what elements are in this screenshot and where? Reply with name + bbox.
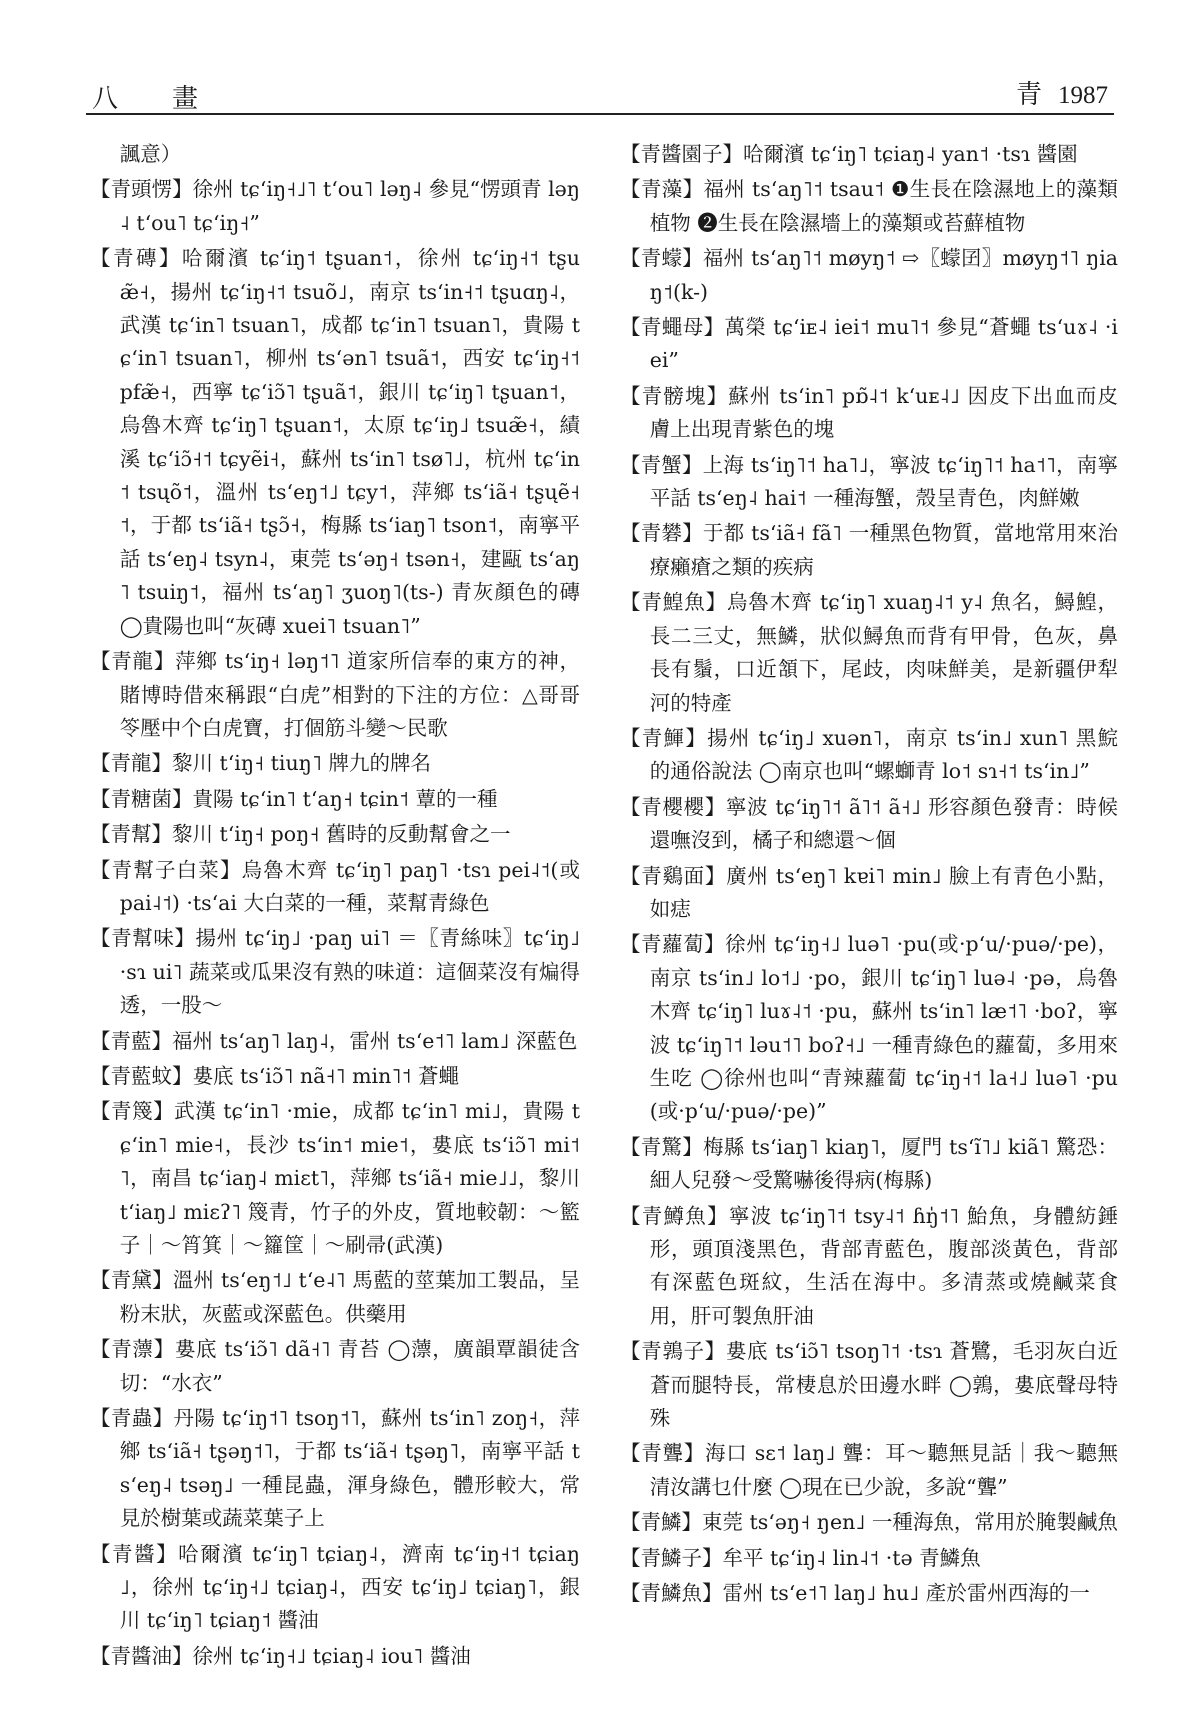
dictionary-entry: 【青藍】福州 tsʻaŋ˥ laŋ˨，雷州 tsʻe˦˥ lam˩ 深藍色 bbox=[90, 1028, 578, 1053]
dictionary-entry: 【青龍】黎川 tʻiŋ˧ tiuŋ˥ 牌九的牌名 bbox=[90, 751, 431, 776]
dictionary-entry: 【青鷄面】廣州 tsʻeŋ˥ kɐi˥ min˩ 臉上有青色小點，如痣 bbox=[620, 863, 1118, 921]
dictionary-entry: 【青糖菌】貴陽 tɕʻin˥ tʻaŋ˧ tɕin˦ 蕈的一種 bbox=[90, 786, 498, 811]
running-head-char: 青 bbox=[1015, 80, 1042, 110]
dictionary-entry: 【青藍蚊】婁底 tsʻiɔ̃˥ nã˧˥ min˥˦ 蒼蠅 bbox=[90, 1063, 460, 1088]
dictionary-entry: 【青醬油】徐州 tɕʻiŋ˧˩ tɕiaŋ˨ iou˥ 醬油 bbox=[90, 1643, 471, 1668]
header-rule bbox=[86, 113, 1114, 115]
dictionary-entry: 【青鱗魚】雷州 tsʻe˦˥ laŋ˩ hu˩ 產於雷州西海的一 bbox=[620, 1581, 1090, 1606]
dictionary-entry: 【青鱒魚】寧波 tɕʻiŋ˥˦ tsy˨˦ ɦŋ̍˦˥ 鮐魚，身體紡錘形，頭頂淺黑色，背部青藍色，腹部淡黃色，背部有深藍色斑紋，生活在海中。多清蒸或燒鹹菜食用，肝可製魚肝油 bbox=[620, 1203, 1118, 1328]
dictionary-entry: 【青髈塊】蘇州 tsʻin˥ pɒ̃˨˦ kʻuᴇ˨˩ 因皮下出血而皮膚上出現青紫色的塊 bbox=[620, 383, 1118, 442]
dictionary-entry: 【青蠓】福州 tsʻaŋ˥˦ møyŋ˦ ⇨〖蠓囝〗møyŋ˦˥ ŋiaŋ˦(k-) bbox=[620, 246, 1118, 304]
dictionary-entry: 【青藻】福州 tsʻaŋ˥˦ tsau˦ ❶生長在陰濕地上的藻類植物 ❷生長在陰濕墻上的藻類或苔蘚植物 bbox=[620, 177, 1118, 235]
dictionary-entry: 【青龍】萍鄉 tsʻiŋ˧ ləŋ˦˥ 道家所信奉的東方的神，賭博時借來稱跟“白虎”相對的下注的方位：△哥哥笭壓中个白虎寶，打個筋斗變～民歌 bbox=[90, 649, 580, 740]
dictionary-entry: 諷意） bbox=[119, 142, 182, 166]
dictionary-entry: 【青鯶】揚州 tɕʻiŋ˩ xuən˥，南京 tsʻin˩ xun˥ 黑鯇的通俗說法 ◯南京也叫“螺螄青 lo˦ sɿ˧˦ tsʻin˩” bbox=[620, 725, 1118, 784]
dictionary-entry: 【青幫】黎川 tʻiŋ˧ poŋ˧ 舊時的反動幫會之一 bbox=[90, 822, 511, 847]
dictionary-entry: 【青篾】武漢 tɕʻin˥ ·mie，成都 tɕʻin˥ mi˩，貴陽 tɕʻin˥ mie˧，長沙 tsʻin˦ mie˦，婁底 tsʻiɔ̃˥ mi˦˥，南昌 tɕʻiaŋ˨ miɛt˥，萍鄉 tsʻiã˧ mie˩˩，黎川 tʻiaŋ˩ miɛʔ˥ 篾青，竹子的外皮，質地較韌：～籃子｜～筲箕｜～籮筐｜～刷帚(武漢) bbox=[90, 1099, 580, 1257]
dictionary-entry: 【青幫子白菜】烏魯木齊 tɕʻiŋ˥ paŋ˥ ·tsɿ pei˨˦(或 pai˨˦) ·tsʻai 大白菜的一種，菜幫青綠色 bbox=[90, 857, 580, 915]
dictionary-entry: 【青黛】溫州 tsʻeŋ˦˩ tʻe˨˥ 馬藍的莖葉加工製品，呈粉末狀，灰藍或深藍色。供藥用 bbox=[90, 1268, 580, 1326]
dictionary-entry: 【青醬園子】哈爾濱 tɕʻiŋ˥ tɕiaŋ˨ yan˦ ·tsɿ 醬園 bbox=[620, 142, 1078, 166]
dictionary-entry: 【青鱗】東莞 tsʻəŋ˧ ŋen˩ 一種海魚，常用於腌製鹹魚 bbox=[620, 1510, 1118, 1535]
page-number: 1987 bbox=[1058, 82, 1108, 109]
dictionary-entry: 【青醬】哈爾濱 tɕʻiŋ˥ tɕiaŋ˨，濟南 tɕʻiŋ˧˦ tɕiaŋ˩，徐州 tɕʻiŋ˧˩ tɕiaŋ˨，西安 tɕʻiŋ˩ tɕiaŋ˥，銀川 tɕʻiŋ˥ tɕiaŋ˦ 醬油 bbox=[90, 1541, 580, 1633]
dictionary-entry: 【青櫻櫻】寧波 tɕʻiŋ˥˦ ã˥˦ ã˧˩ 形容顏色發青：時候還嘸沒到，橘子和總還～個 bbox=[620, 794, 1118, 853]
right-column bbox=[620, 138, 1118, 1612]
dictionary-entry: 【青蠅母】萬榮 tɕʻiᴇ˨ iei˦ mu˥˦ 參見“蒼蠅 tsʻuɤ˨ ·iei” bbox=[620, 315, 1118, 373]
dictionary-entry: 【青蘿蔔】徐州 tɕʻiŋ˧˩ luə˥ ·pu(或·pʻu/·puə/·pe)，南京 tsʻin˩ lo˦˩ ·po，銀川 tɕʻiŋ˥ luə˨ ·pə，烏魯木齊 tɕʻiŋ˥ luɤ˨˦ ·pu，蘇州 tsʻin˥ læ˦˥ ·boʔ，寧波 tɕʻiŋ˥˦ ləu˦˥ boʔ˧˩ 一種青綠色的蘿蔔，多用來生吃 ◯徐州也叫“青辣蘿蔔 tɕʻiŋ˧˦ la˧˩ luə˥ ·pu(或·pʻu/·puə/·pe)” bbox=[620, 932, 1118, 1124]
dictionary-entry: 【青蟹】上海 tsʻiŋ˥˦ ha˥˩，寧波 tɕʻiŋ˥˦ ha˦˥，南寧平話 tsʻeŋ˨ hai˦ 一種海蟹，殼呈青色，肉鮮嫩 bbox=[620, 452, 1118, 511]
dictionary-entry: 【青驚】梅縣 tsʻiaŋ˥ kiaŋ˥，厦門 tsʻĩ˥˩ kiã˥ 驚恐：細人兒發～受驚嚇後得病(梅縣) bbox=[620, 1134, 1118, 1193]
dictionary-entry: 【青磚】哈爾濱 tɕʻiŋ˦ tʂuan˦，徐州 tɕʻiŋ˧˦ tʂuæ̃˧，揚州 tɕʻiŋ˧˦ tsuõ˩，南京 tsʻin˧˦ tʂuɑŋ˨，武漢 tɕʻin˥ tsuan˥，成都 tɕʻin˥ tsuan˥，貴陽 tɕʻin˥ tsuan˥，柳州 tsʻən˥ tsuã˦，西安 tɕʻiŋ˧˦ pfæ̃˧，西寧 tɕʻiɔ̃˥ tʂuã˦，銀川 tɕʻiŋ˥ tʂuan˦，烏魯木齊 tɕʻiŋ˥ tʂuan˦，太原 tɕʻiŋ˩ tsuæ̃˧，績溪 tɕʻiɔ̃˧˦ tɕyẽi˧，蘇州 tsʻin˥ tsø˥˩，杭州 tɕʻin˦ tsųõ˦，溫州 tsʻeŋ˦˩ tɕy˦，萍鄉 tsʻiã˧ tʂųẽ˧˦，于都 tsʻiã˧ tʂɔ̃˧，梅縣 tsʻiaŋ˥ tson˦，南寧平話 tsʻeŋ˨ tsyn˨，東莞 tsʻəŋ˧ tsən˧，建甌 tsʻaŋ˥ tsuiŋ˦，福州 tsʻaŋ˥ ʒuoŋ˥(ts-) 青灰顏色的磚 ◯貴陽也叫“灰磚 xuei˥ tsuan˥” bbox=[90, 246, 580, 638]
dictionary-entry: 【青鱗子】牟平 tɕʻiŋ˨ lin˨˦ ·tə 青鱗魚 bbox=[620, 1545, 981, 1570]
dictionary-entry: 【青薸】婁底 tsʻiɔ̃˥ dã˧˥ 青苔 ◯薸，廣韻覃韻徒含切：“水衣” bbox=[90, 1337, 580, 1395]
dictionary-entry: 【青礬】于都 tsʻiã˧ fã˥ 一種黑色物質，當地常用來治療癩瘡之類的疾病 bbox=[620, 521, 1118, 579]
running-head-page bbox=[1016, 74, 1108, 111]
dictionary-entry: 【青聾】海口 sɛ˦ laŋ˩ 聾：耳～聽無見話｜我～聽無清汝講乜什麼 ◯現在已少說，多說“聾” bbox=[620, 1441, 1118, 1499]
dictionary-entry: 【青鰉魚】烏魯木齊 tɕʻiŋ˥ xuaŋ˨˦ y˨ 魚名，鱘鰉，長二三丈，無鱗，狀似鱘魚而背有甲骨，色灰，鼻長有鬚，口近頷下，尾歧，肉味鮮美，是新疆伊犁河的特產 bbox=[620, 590, 1118, 715]
dictionary-entry: 【青頭愣】徐州 tɕʻiŋ˧˩˥ tʻou˥ ləŋ˨ 參見“愣頭青 ləŋ˨ tʻou˥ tɕʻiŋ˧” bbox=[90, 177, 580, 235]
dictionary-entry: 【青鶉子】婁底 tsʻiɔ̃˥ tsoŋ˥˦ ·tsɿ 蒼鷺，毛羽灰白近蒼而腿特長，常棲息於田邊水畔 ◯鶉，婁底聲母特殊 bbox=[620, 1339, 1118, 1431]
running-head-section: 八 畫 bbox=[92, 84, 213, 114]
left-column bbox=[90, 138, 580, 1675]
dictionary-entry: 【青幫味】揚州 tɕʻiŋ˩ ·paŋ ui˥ ＝〖青絲味〗tɕʻiŋ˩ ·sɿ ui˥ 蔬菜或瓜果沒有熟的味道：這個菜沒有煸得透，一股～ bbox=[90, 926, 580, 1018]
dictionary-entry: 【青蟲】丹陽 tɕʻiŋ˦˥ tsoŋ˦˥，蘇州 tsʻin˥ zoŋ˧，萍鄉 tsʻiã˧ tʂəŋ˦˥，于都 tsʻiã˧ tʂəŋ˥，南寧平話 tsʻeŋ˨ tsəŋ˩ 一種昆蟲，渾身綠色，體形較大，常見於樹葉或蔬菜葉子上 bbox=[90, 1406, 580, 1531]
